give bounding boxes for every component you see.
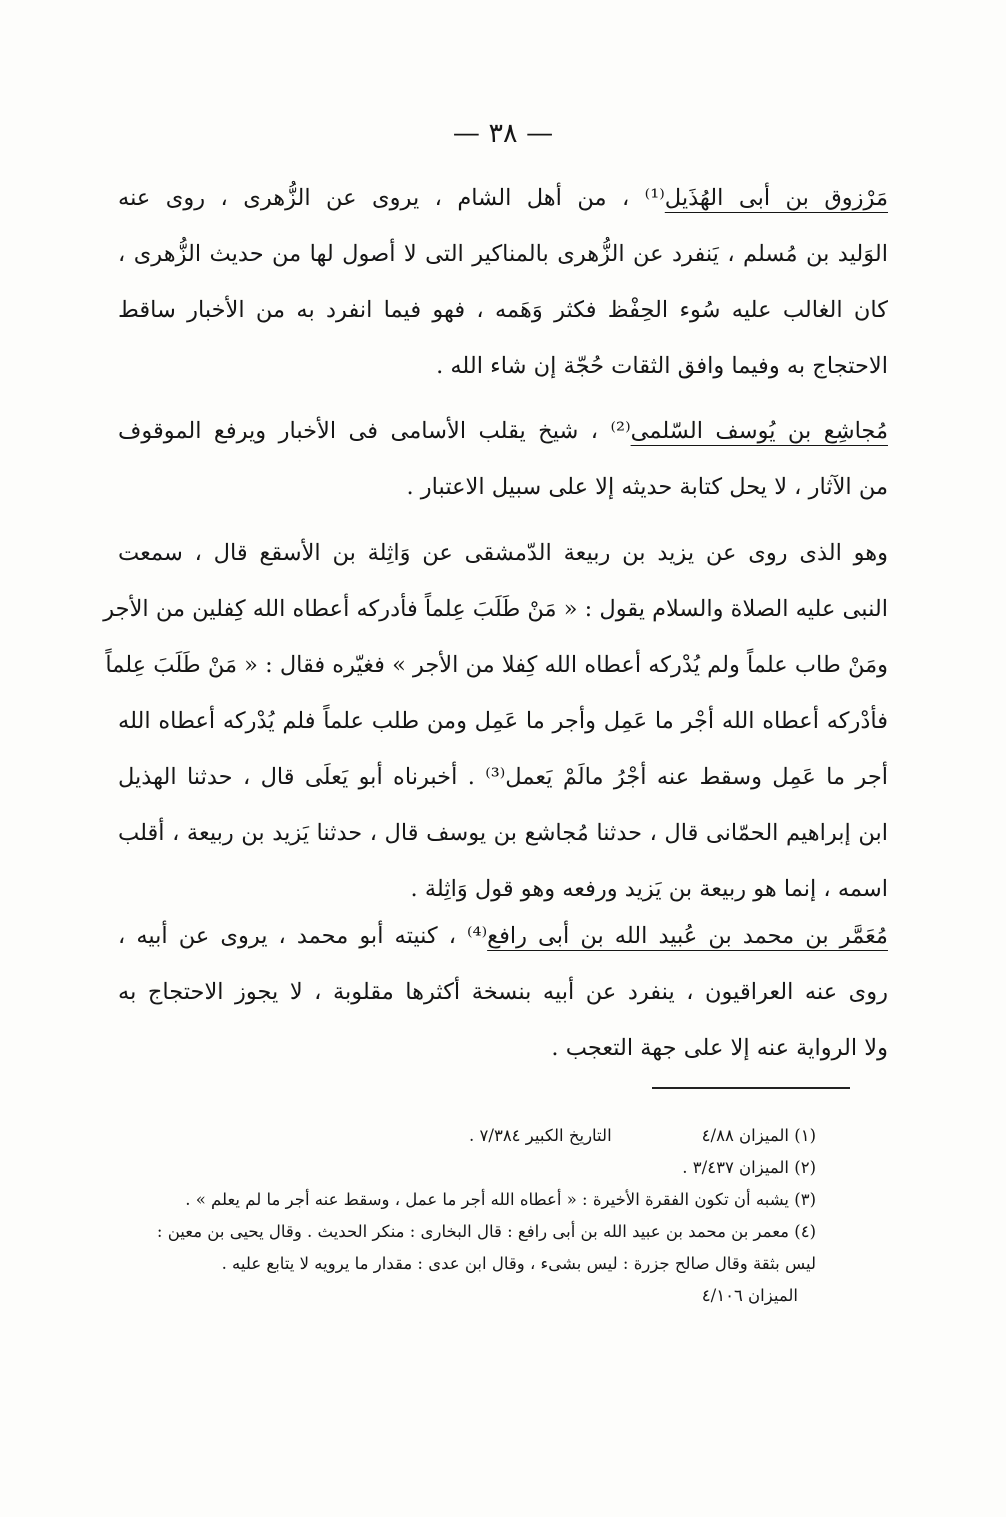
- footnotes: [156, 1120, 816, 1312]
- text-line: مُجاشِع بن يُوسف السّلمى⁽²⁾ ، شيخ يقلب الأسامى فى الأخبار ويرفع الموقوف: [118, 418, 888, 444]
- entry-marzuq: [118, 170, 888, 394]
- footnote-1: [190, 1120, 816, 1152]
- text-line: ومَنْ طاب علماً ولم يُدْركه أعطاه الله كِفلا من الأجر » فغيّره فقال : « مَنْ طَلَبَ عِلماً: [105, 652, 888, 678]
- footnote-2: (٢) الميزان ٣/٤٣٧ .: [682, 1158, 816, 1177]
- text-line: مُعَمَّر بن محمد بن عُبيد الله بن أبى رافع⁽⁴⁾ ، كنيته أبو محمد ، يروى عن أبيه ،: [118, 923, 888, 949]
- text-line: اسمه ، إنما هو ربيعة بن يَزيد ورفعه وهو قول وَاثِلة .: [410, 876, 888, 902]
- text-line: ابن إبراهيم الحمّانى قال ، حدثنا مُجاشع بن يوسف قال ، حدثنا يَزيد بن ربيعة ، أقلب: [118, 820, 888, 846]
- text-line: مَرْزوق بن أبى الهُذَيل⁽¹⁾ ، من أهل الشام ، يروى عن الزُّهرى ، روى عنه: [118, 185, 889, 211]
- footnote-1-b: التاريخ الكبير ٧/٣٨٤ .: [469, 1126, 612, 1145]
- text-line: كان الغالب عليه سُوء الحِفْظ فكثر وَهَمه ، فهو فيما انفرد به من الأخبار ساقط: [118, 297, 888, 323]
- footnote-3: (٣) يشبه أن تكون الفقرة الأخيرة : « أعطاه الله أجر ما عمل ، وسقط عنه أجر ما لم يعلم » .: [185, 1190, 816, 1209]
- entry-mujashi: [118, 403, 888, 515]
- text-line: وهو الذى روى عن يزيد بن ربيعة الدّمشقى عن وَاثِلة بن الأسقع قال ، سمعت: [118, 540, 888, 566]
- text-line: من الآثار ، لا يحل كتابة حديثه إلا على سبيل الاعتبار .: [406, 474, 888, 500]
- page-number: — ٣٨ —: [452, 118, 554, 149]
- entry-muammar: [118, 908, 888, 1076]
- text-line: النبى عليه الصلاة والسلام يقول : « مَنْ طَلَبَ عِلماً فأدركه أعطاه الله كِفلين من الأجر: [103, 596, 888, 622]
- text-line: روى عنه العراقيون ، ينفرد عن أبيه بنسخة أكثرها مقلوبة ، لا يجوز الاحتجاج به: [118, 979, 888, 1005]
- footnote-4-line-2: ليس بثقة وقال صالح جزرة : ليس بشىء ، وقال ابن عدى : مقدار ما يرويه لا يتابع عليه .: [221, 1254, 816, 1273]
- footnote-divider: [652, 1087, 850, 1089]
- footnote-4-line-3: الميزان ٤/١٠٦: [701, 1286, 798, 1305]
- text-line: ولا الرواية عنه إلا على جهة التعجب .: [551, 1035, 888, 1061]
- text-line: الوَليد بن مُسلم ، يَنفرد عن الزُّهرى بالمناكير التى لا أصول لها من حديث الزُّهرى ،: [118, 241, 888, 267]
- text-line: أجر ما عَمِل وسقط عنه أجْرُ مالَمْ يَعمل⁽³⁾ . أخبرناه أبو يَعلَى قال ، حدثنا الهذيل: [118, 764, 888, 790]
- footnote-4-line-1: (٤) معمر بن محمد بن عبيد الله بن أبى رافع : قال البخارى : منكر الحديث . وقال يحيى بن معين :: [156, 1222, 816, 1241]
- text-line: الاحتجاج به وفيما وافق الثقات حُجّة إن شاء الله .: [436, 353, 888, 379]
- text-line: فأدْركه أعطاه الله أجْر ما عَمِل وأجر ما عَمِل ومن طلب علماً فلم يُدْركه أعطاه الله: [118, 708, 888, 734]
- footnote-1-a: (١) الميزان ٤/٨٨: [701, 1126, 816, 1145]
- entry-name: مُعَمَّر بن محمد بن عُبيد الله بن أبى رافع: [487, 923, 888, 949]
- entry-name: مَرْزوق بن أبى الهُذَيل: [664, 185, 889, 211]
- paragraph-hadith: [103, 525, 888, 917]
- entry-name: مُجاشِع بن يُوسف السّلمى: [630, 418, 888, 444]
